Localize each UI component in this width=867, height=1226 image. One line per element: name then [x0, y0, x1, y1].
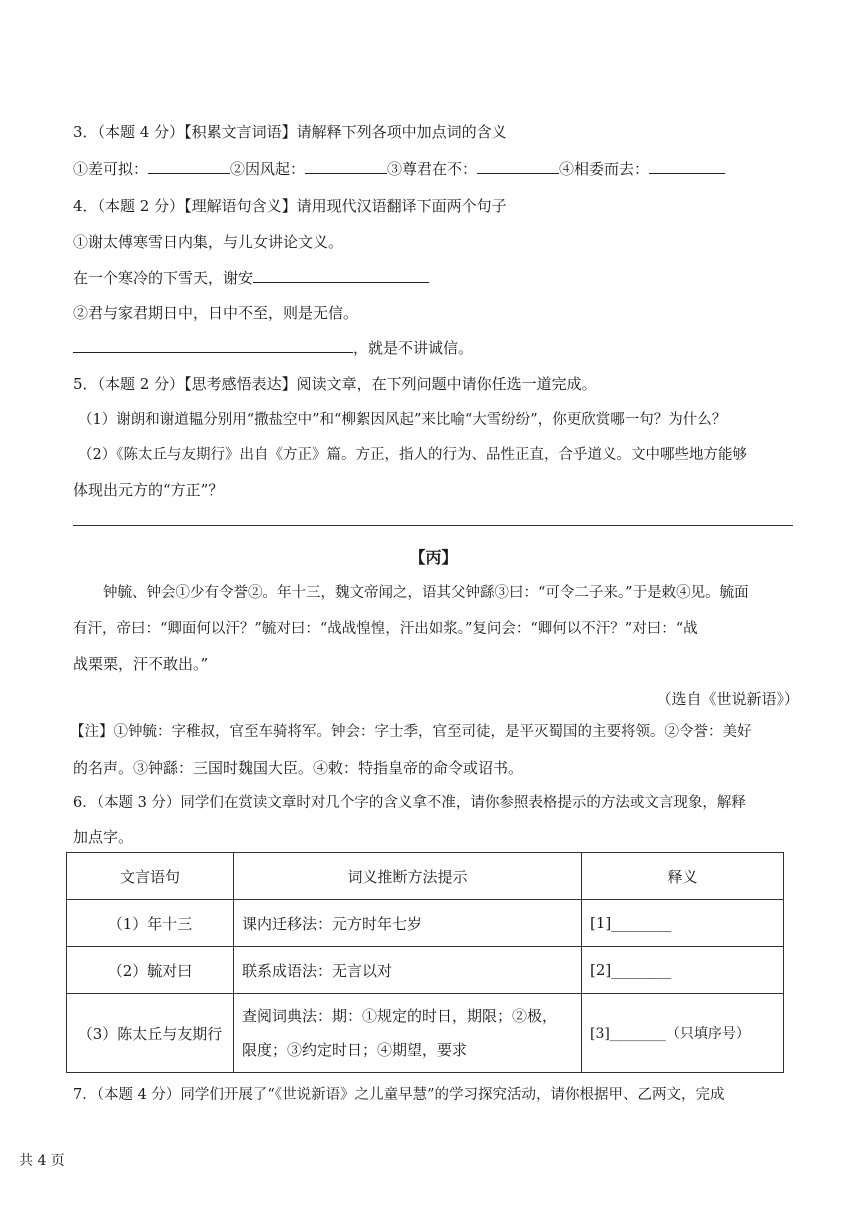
table-header-row [67, 853, 784, 900]
table-row [67, 900, 784, 947]
passage-title: 【丙】 [409, 548, 458, 567]
hint-line: 查阅词典法：期：①规定的时日，期限；②极， [242, 1007, 558, 1025]
q7-stem: 7．（本题 4 分）同学们开展了“《世说新语》之儿童早慧”的学习探究活动，请你根据甲、乙两文，完成 [73, 1087, 725, 1103]
hint-line: 限度；③约定时日；④期望，要求 [242, 1041, 468, 1059]
q5-option-2: （2）《陈太丘与友期行》出自《方正》篇。方正，指人的行为、品性正直，合乎道义。文中哪些地方能够 [78, 447, 747, 463]
q4-stem: 4．（本题 2 分）【理解语句含义】请用现代汉语翻译下面两个句子 [73, 197, 507, 215]
table-cell-phrase: （2）毓对曰 [67, 947, 234, 994]
q6-stem: 6．（本题 3 分）同学们在赏读文章时对几个字的含义拿不准，请你参照表格提示的方法或文言现象，解释 [73, 795, 746, 811]
passage-note-cont: 的名声。③钟繇：三国时魏国大臣。④敕：特指皇帝的命令或诏书。 [73, 759, 524, 777]
table-row [67, 994, 784, 1073]
word-meaning-table [66, 852, 784, 1073]
table-cell-hint [234, 994, 582, 1073]
q4-sentence-1: ①谢太傅寒雪日内集，与儿女讲论文义。 [73, 233, 344, 251]
page-footer: 共 4 页 [19, 1153, 65, 1169]
passage-line: 战栗栗，汗不敢出。” [73, 655, 209, 673]
table-header: 释义 [582, 853, 784, 900]
q4-sentence-2: ②君与家君期日中，日中不至，则是无信。 [73, 304, 359, 322]
answer-blank[interactable] [305, 159, 387, 174]
answer-blank[interactable] [148, 159, 230, 174]
q5-option-2-cont: 体现出元方的“方正”？ [73, 481, 224, 499]
table-row [67, 947, 784, 994]
answer-blank[interactable] [649, 159, 725, 174]
table-cell-phrase: （3）陈太丘与友期行 [67, 994, 234, 1073]
q5-option-1: （1）谢朗和谢道韫分别用“撒盐空中”和“柳絮因风起”来比喻“大雪纷纷”，你更欣赏哪一句？为什么？ [78, 412, 727, 428]
table-cell-hint: 课内迁移法：元方时年七岁 [234, 900, 582, 947]
q4-answer-1 [73, 268, 429, 288]
answer-blank[interactable] [73, 338, 353, 353]
q6-stem-cont: 加点字。 [73, 828, 134, 846]
q3-item-2: ②因风起： [230, 160, 306, 178]
q5-stem: 5．（本题 2 分）【思考感悟表达】阅读文章，在下列问题中请你任选一道完成。 [73, 375, 597, 393]
q3-stem: 3．（本题 4 分）【积累文言词语】请解释下列各项中加点词的含义 [73, 123, 507, 141]
passage-line: 有汗，帝曰：“卿面何以汗？”毓对曰：“战战惶惶，汗出如浆。”复问会：“卿何以不汗？”对曰：“战 [73, 621, 698, 637]
table-cell-phrase: （1）年十三 [67, 900, 234, 947]
section-divider [73, 525, 793, 526]
table-cell-answer[interactable]: [3]________（只填序号） [582, 994, 784, 1073]
q4-prefix: 在一个寒冷的下雪天，谢安 [73, 269, 254, 287]
table-cell-hint: 联系成语法：无言以对 [234, 947, 582, 994]
q3-item-4: ④相委而去： [559, 160, 650, 178]
q3-item-3: ③尊君在不： [387, 160, 478, 178]
q4-suffix: ，就是不讲诚信。 [353, 339, 474, 357]
answer-blank[interactable] [477, 159, 559, 174]
q4-answer-2 [73, 338, 473, 358]
q3-item-1: ①差可拟： [73, 160, 149, 178]
table-cell-answer[interactable]: [1]________ [582, 900, 784, 947]
passage-note: 【注】①钟毓：字稚叔，官至车骑将军。钟会：字士季，官至司徒，是平灭蜀国的主要将领。②令誉：美好 [70, 724, 752, 740]
table-header: 词义推断方法提示 [234, 853, 582, 900]
table-cell-answer[interactable]: [2]________ [582, 947, 784, 994]
table-header: 文言语句 [67, 853, 234, 900]
answer-blank[interactable] [253, 268, 429, 283]
passage-line: 钟毓、钟会①少有令誉②。年十三，魏文帝闻之，语其父钟繇③曰：“可令二子来。”于是敕④见。毓面 [103, 585, 749, 601]
q3-items [73, 159, 725, 179]
passage-source: （选自《世说新语》） [656, 690, 799, 708]
